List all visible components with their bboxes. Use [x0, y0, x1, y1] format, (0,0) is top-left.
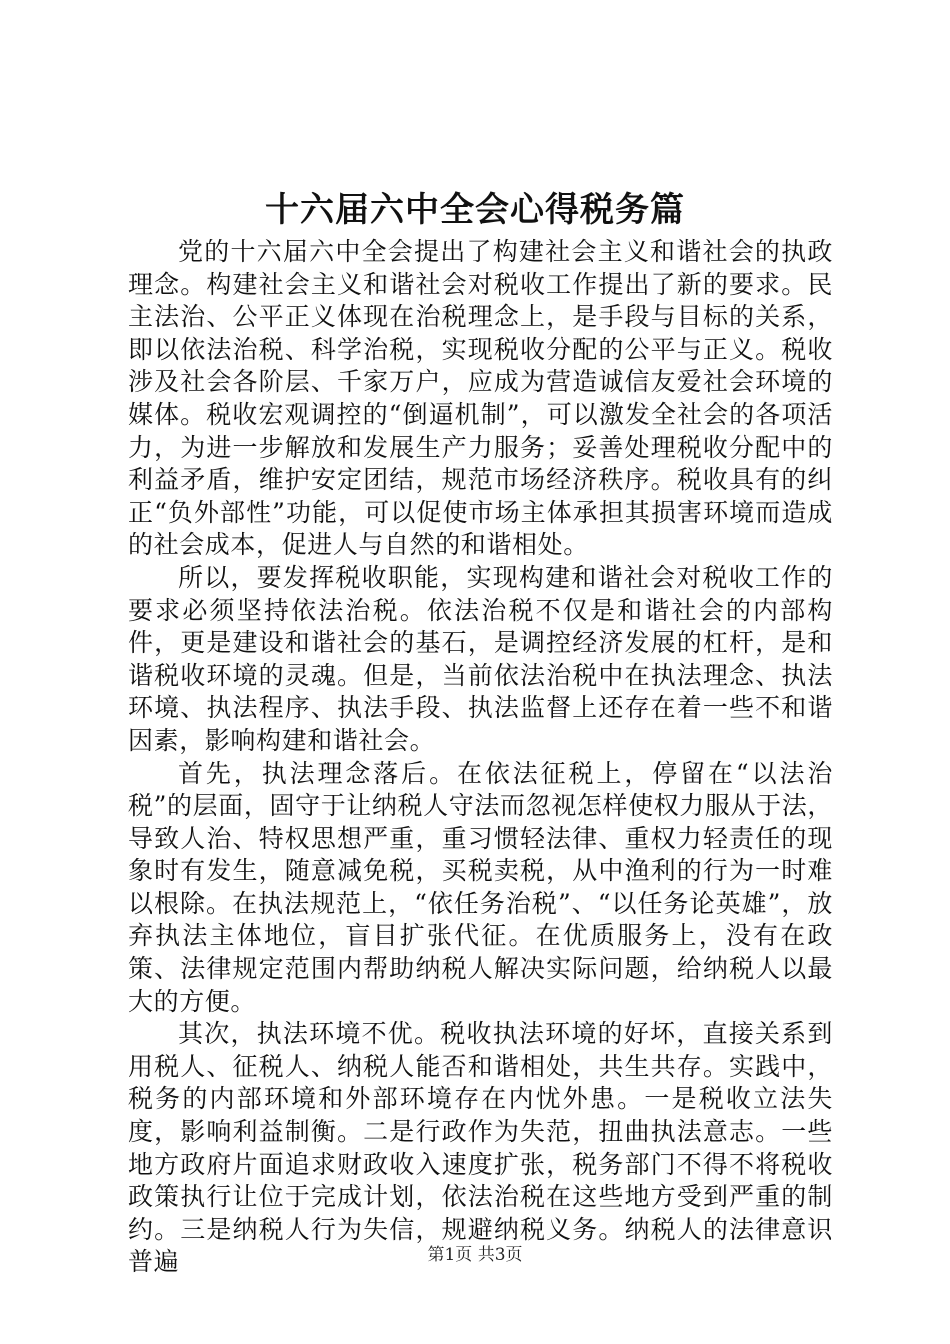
paragraph-4: 其次，执法环境不优。税收执法环境的好坏，直接关系到用税人、征税人、纳税人能否和谐相处，共生共存。实践中，税务的内部环境和外部环境存在内忧外患。一是税收立法失度，影响利益制衡。二是行政作为失范，扭曲执法意志。一些地方政府片面追求财政收入速度扩张，税务部门不得不将税收政策执行让位于完成计划，依法治税在这些地方受到严重的制约。三是纳税人行为失信，规避纳税义务。纳税人的法律意识普遍 [128, 1019, 833, 1277]
page-number-footer: 第1页 共3页 [427, 1245, 523, 1265]
paragraph-1: 党的十六届六中全会提出了构建社会主义和谐社会的执政理念。构建社会主义和谐社会对税收工作提出了新的要求。民主法治、公平正义体现在治税理念上，是手段与目标的关系，即以依法治税、科学治税，实现税收分配的公平与正义。税收涉及社会各阶层、千家万户，应成为营造诚信友爱社会环境的媒体。税收宏观调控的“倒逼机制”，可以激发全社会的各项活力，为进一步解放和发展生产力服务；妥善处理税收分配中的利益矛盾，维护安定团结，规范市场经济秩序。税收具有的纠正“负外部性”功能，可以促使市场主体承担其损害环境而造成的社会成本，促进人与自然的和谐相处。 [128, 237, 833, 560]
document-title: 十六届六中全会心得税务篇 [265, 190, 685, 230]
paragraph-3: 首先，执法理念落后。在依法征税上，停留在“以法治税”的层面，固守于让纳税人守法而忽视怎样使权力服从于法，导致人治、特权思想严重，重习惯轻法律、重权力轻责任的现象时有发生，随意减免税，买税卖税，从中渔利的行为一时难以根除。在执法规范上，“依任务治税”、“以任务论英雄”，放弃执法主体地位，盲目扩张代征。在优质服务上，没有在政策、法律规定范围内帮助纳税人解决实际问题，给纳税人以最大的方便。 [128, 758, 833, 1016]
document-body [128, 236, 833, 1279]
paragraph-2: 所以，要发挥税收职能，实现构建和谐社会对税收工作的要求必须坚持依法治税。依法治税不仅是和谐社会的内部构件，更是建设和谐社会的基石，是调控经济发展的杠杆，是和谐税收环境的灵魂。但是，当前依法治税中在执法理念、执法环境、执法程序、执法手段、执法监督上还存在着一些不和谐因素，影响构建和谐社会。 [128, 562, 833, 755]
